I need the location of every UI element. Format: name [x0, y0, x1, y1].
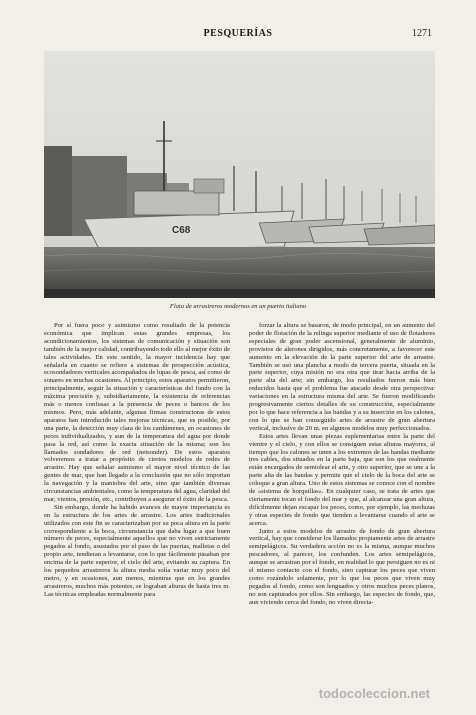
- text-column-left: [44, 322, 230, 599]
- page-number: 1271: [412, 28, 432, 39]
- body-paragraph: Sin embargo, donde ha habido avances de mayor importancia es en la estructura de los artes de arrastre. Los artes tradicionales utilizados con este fin se caracterizaban por su poca altura en la parte correspondiente a la boca, circunstancia que daba lugar a que buen número de peces, especialmente aquellos que no viven estrictamente pegados al fondo, asustados por el paso de las puertas, malletas o del propio arte, tendieran a levantarse, con lo que fácilmente pasaban por encima de la parte superior, el cielo del arte, evitando su captura. En los pequeños arrastreros la altura media solía variar muy poco del metro, y en ocasiones, aun menos, mientras que en los grandes arrastreros, muchos más potentes, se lograban alturas de hasta tres m. Las técnicas empleadas normalmente para: [44, 503, 230, 598]
- figure-caption: Flota de arrastreros modernos en un puerto italiano: [169, 303, 307, 310]
- body-paragraph: Estos artes llevan unas piezas suplementarias entre la parte del vientre y el cielo, y con ellos se consiguen estas alturas mayores, al tiempo que los calones se unen a los extremos de las bandas mediante tres cables, dos situados en la parte baja, que son los que realmente están encargados de semiolear el arte, y otro superior, que se une a la parte alta de las bandas y permite que el cielo de la boca del arte se coloque a gran altura. Uno de estos sistemas se conoce con el nombre de «sistema de horquillas». En cualquier caso, se trata de artes que ciertamente tocan el fondo del mar y que, al alcanzar una gran altura, difícilmente dejan escapar los peces, como, por ejemplo, las merluzas y otras especies de fondo que tienden a levantarse cuando el arte se acerca.: [249, 432, 435, 527]
- body-paragraph: Por sí fuera poco y asimismo como resultado de la potencia económica que implican estas grandes empresas, los acondicionamientos, los sistemas de comunicación y situación son también de la mejor calidad, contribuyendo todo ello al mejor éxito de tales actividades. En este sentido, la mayor incidencia hay que señalarla en cuanto se refiere a sistemas de prospección acústica, ecosondadores verticales acompañados de lupas de pesca, así como de sonares en muchas ocasiones. Al principio, estos aparatos permitieron, principalmente, seguir la situación y características del fondo con la máxima precisión y, subsidiariamente, la existencia de referencias más o menos confusas a la presencia de peces o bancos de los mismos. Pero, más adelante, algunas firmas constructoras de estos aparatos han introducido tales mejoras técnicas, que es posible, por una parte, la detección muy clara de los cardúmenes, en ocasiones de peces individualizados, y aun de la temperatura del agua por donde pasa la red, así como la exacta situación de la misma; son los llamados sondadores de red (netsonder). De estos aparatos volveremos a tratar a propósito de ciertos modelos de redes de arrastre. Hay que señalar asimismo el mayor nivel técnico de las gentes de mar, que han llegado a la conclusión que no sólo importan la navegación y la maniobra del arte, sino que también diversas circunstancias ambientales, como la temperatura del agua, claridad del mar, vientos, presión, etc., contribuyen a asegurar el éxito de la pesca.: [44, 322, 231, 503]
- harbor-illustration: [44, 51, 435, 298]
- harbor-photo: [44, 51, 435, 298]
- body-paragraph: Junto a estos modelos de arrastre de fondo de gran abertura vertical, hay que considerar los llamados propiamente artes de arrastre semipelágicos. Su verdadera acción no es la misma, aunque muchos pescadores, al parecer, los confunden. Los artes semipelágicos, aunque se arrastran por el fondo, en realidad lo que persiguen no es ni el mismo contacto con el fondo, sino capturar los peces que viven como rozándolo solamente, por lo que los peces que viven muy pegados al fondo, como son lenguados y otros muchos peces planos, no son capturados por ellos. Sin embargo, las especies de fondo, que, aun viviendo cerca del fondo, no viven directa-: [249, 527, 435, 606]
- text-column-right: [249, 322, 435, 607]
- page-header: [44, 28, 432, 42]
- watermark-logo: todocoleccion.net: [318, 686, 430, 701]
- running-title: PESQUERÍAS: [203, 28, 273, 39]
- svg-text:C68: C68: [172, 225, 191, 236]
- body-paragraph: forzar la altura se basaron, de modo principal, en un aumento del poder de flotación de la relinga superior mediante el uso de flotadores especiales de gran poder ascensional, generalmente de aluminio, provistos de alerones dirigidos, más concretamente, a favorecer este aumento en la elevación de la parte superior del arte de arrastre. También se usó una plancha a modo de tercera puerta, situada en la parte superior, cuya misión no era otra que tirar hacia arriba de la parte alta del arte; sin embargo, los resultados fueron más bien reducidos hasta que el problema fue atacado desde otra perspectiva: variaciones en la estructura misma del arte. Se fueron modificando progresivamente ciertos detalles de su construcción, especialmente por lo que hace referencia a las bandas y a su inserción en los calones, con lo que se han conseguido artes de arrastre de gran abertura vertical, inclusive de 20 m. en algunos modelos muy perfeccionados.: [249, 322, 435, 432]
